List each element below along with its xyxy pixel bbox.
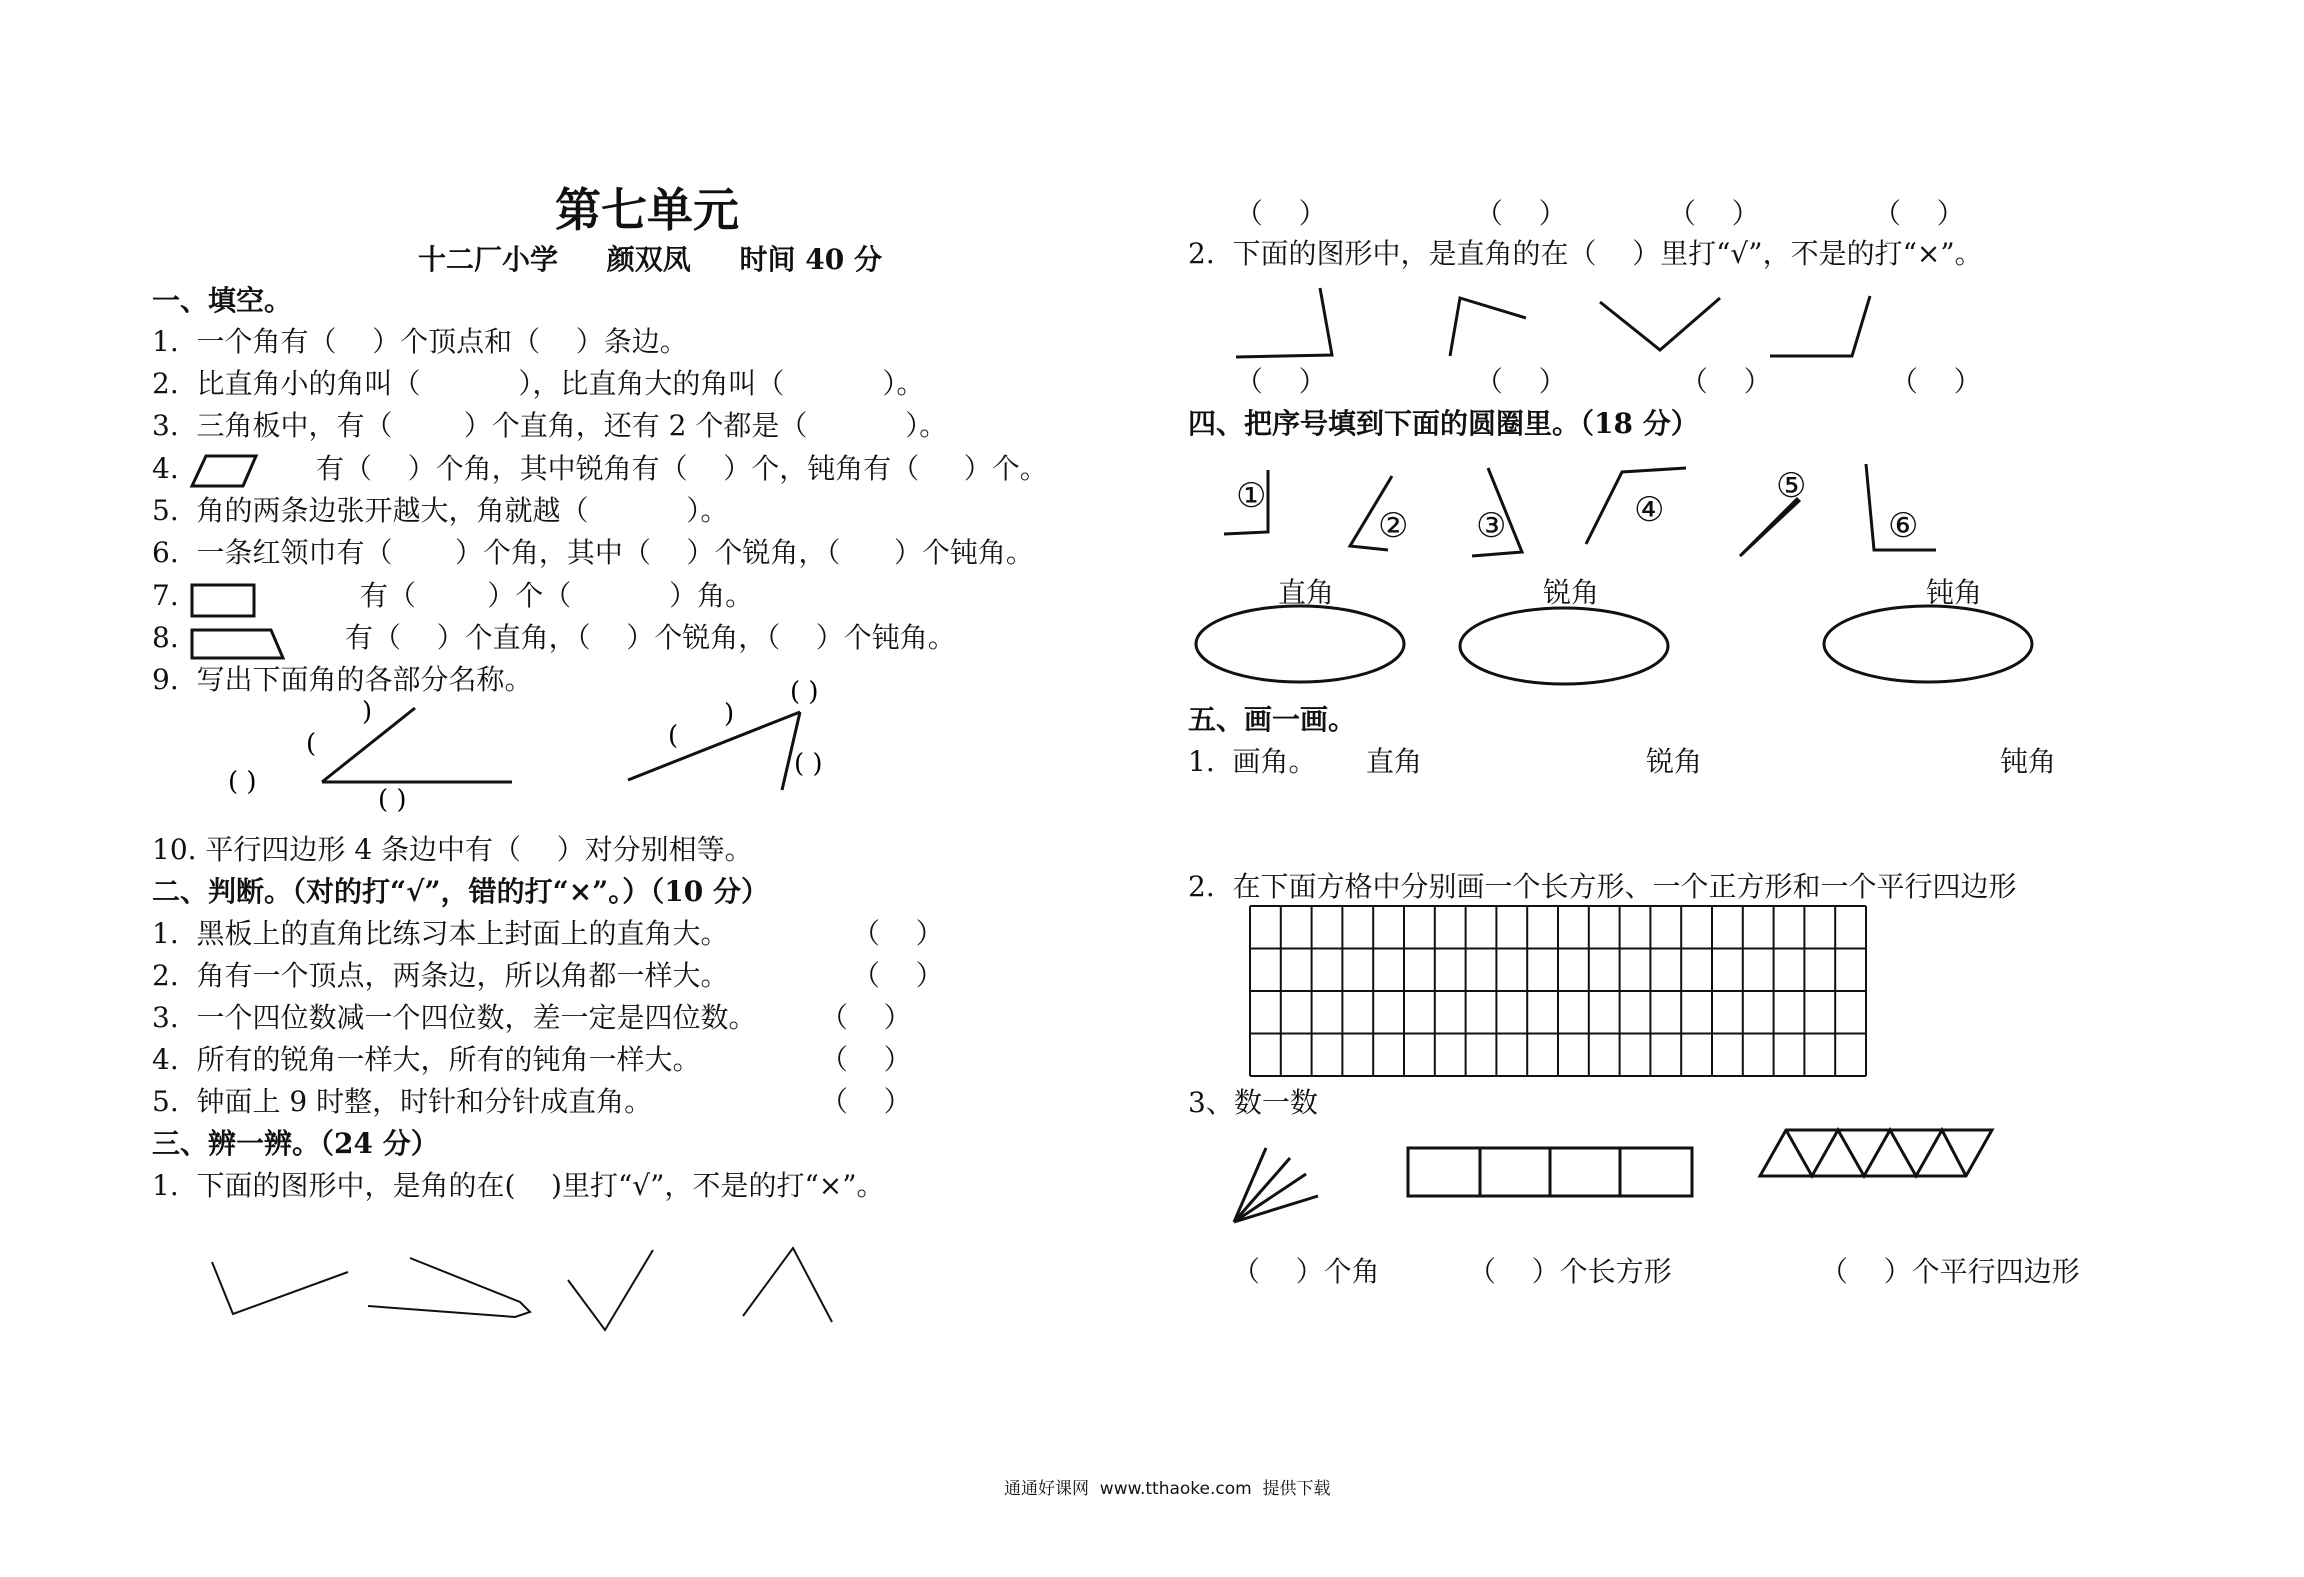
- num-1: ①: [1236, 476, 1267, 516]
- s1-q8: 有（ ）个直角，（ ）个锐角，（ ）个钝角。: [345, 621, 956, 654]
- page-title: 第七单元: [555, 183, 739, 237]
- s3-shape-1: [212, 1262, 348, 1314]
- count-label: 3、数一数: [1188, 1086, 1318, 1119]
- judge-paren-1: （ ）: [852, 917, 944, 950]
- s1-q8-number: 8.: [152, 621, 179, 654]
- s3-shape-4: [743, 1248, 832, 1322]
- judge-paren-2: （ ）: [852, 959, 944, 992]
- s1-q2: 2. 比直角小的角叫（ ），比直角大的角叫（ ）。: [152, 367, 925, 400]
- judge-item-3: 3. 一个四位数减一个四位数，差一定是四位数。: [152, 1001, 757, 1034]
- judge-item-1: 1. 黑板上的直角比练习本上封面上的直角大。: [152, 917, 729, 950]
- s3-shape-3: [568, 1250, 653, 1330]
- right-paren-bottom-1: （ ）: [1235, 365, 1327, 398]
- right-angle-candidate-2: [1450, 298, 1526, 356]
- angle-diagram-2: [628, 677, 823, 790]
- draw-obtuse-angle: 钝角: [2000, 745, 2057, 778]
- judge-item-4: 4. 所有的锐角一样大，所有的钝角一样大。: [152, 1043, 701, 1076]
- right-angle-candidate-4: [1770, 296, 1870, 356]
- judge-paren-4: （ ）: [820, 1043, 912, 1076]
- ellipse-right-angle: [1196, 606, 1404, 682]
- svg-text:): ): [724, 699, 735, 729]
- s5-q2: 2. 在下面方格中分别画一个长方形、一个正方形和一个平行四边形: [1188, 870, 2017, 903]
- parallelogram-figure: [192, 456, 256, 486]
- s3-q1: 1. 下面的图形中，是角的在( )里打“√”，不是的打“×”。: [152, 1169, 885, 1202]
- draw-acute-angle: 锐角: [1646, 745, 1703, 778]
- angle-shape-2: [1350, 476, 1392, 550]
- count-answer-parallelograms: （ ）个平行四边形: [1820, 1255, 2080, 1288]
- svg-text:): ): [362, 697, 373, 727]
- svg-text:( ): ( ): [378, 785, 407, 815]
- label-right-angle: 直角: [1278, 576, 1335, 609]
- num-5: ⑤: [1776, 466, 1807, 506]
- draw-right-angle: 直角: [1366, 745, 1423, 778]
- right-paren-bottom-4: （ ）: [1890, 365, 1982, 398]
- count-answer-angles: （ ）个角: [1232, 1255, 1380, 1288]
- section-5-heading: 五、画一画。: [1188, 703, 1357, 736]
- s1-q9: 9. 写出下面角的各部分名称。: [152, 663, 533, 696]
- svg-text:(: (: [668, 721, 679, 751]
- fan-of-angles: [1234, 1148, 1318, 1222]
- right-angle-candidate-3: [1600, 298, 1720, 350]
- page-subtitle: 十二厂小学 颜双凤 时间 40 分: [418, 243, 882, 276]
- s1-q5: 5. 角的两条边张开越大，角就越（ ）。: [152, 494, 729, 527]
- s1-q1: 1. 一个角有（ ）个顶点和（ ）条边。: [152, 325, 688, 358]
- judge-item-2: 2. 角有一个顶点，两条边，所以角都一样大。: [152, 959, 729, 992]
- svg-text:( ): ( ): [790, 677, 819, 707]
- num-4: ④: [1634, 490, 1665, 530]
- s1-q4: 有（ ）个角，其中锐角有（ ）个，钝角有（ ）个。: [316, 452, 1048, 485]
- row-of-rectangles: [1408, 1148, 1692, 1196]
- svg-text:( ): ( ): [228, 767, 257, 797]
- angle-diagram-1: [228, 697, 512, 815]
- section-1-heading: 一、填空。: [152, 284, 293, 317]
- angle-shape-1: [1224, 470, 1268, 534]
- ellipse-acute-angle: [1460, 608, 1668, 684]
- right-paren-top-1: （ ）: [1235, 197, 1327, 230]
- right-q2: 2. 下面的图形中，是直角的在（ ）里打“√”，不是的打“×”。: [1188, 237, 1983, 270]
- footer-credit: 通通好课网 www.tthaoke.com 提供下载: [1004, 1479, 1331, 1499]
- s1-q6: 6. 一条红领巾有（ ）个角，其中（ ）个锐角，（ ）个钝角。: [152, 536, 1034, 569]
- section-3-heading: 三、辨一辨。（24 分）: [152, 1127, 439, 1160]
- svg-text:( ): ( ): [794, 749, 823, 779]
- count-answer-rectangles: （ ）个长方形: [1468, 1255, 1672, 1288]
- right-angle-candidate-1: [1236, 288, 1332, 357]
- angle-shape-3: [1472, 468, 1522, 556]
- triangle-strip: [1760, 1130, 1992, 1176]
- section-4-heading: 四、把序号填到下面的圆圈里。（18 分）: [1188, 407, 1699, 440]
- s5-q1: 1. 画角。: [1188, 745, 1317, 778]
- ellipse-obtuse-angle: [1824, 606, 2032, 682]
- right-paren-top-3: （ ）: [1668, 197, 1760, 230]
- angle-shape-5: [1740, 498, 1800, 556]
- label-obtuse-angle: 钝角: [1926, 576, 1983, 609]
- svg-text:(: (: [306, 729, 317, 759]
- label-acute-angle: 锐角: [1543, 576, 1600, 609]
- s1-q10: 10. 平行四边形 4 条边中有（ ）对分别相等。: [152, 833, 753, 866]
- num-2: ②: [1378, 506, 1409, 546]
- judge-paren-3: （ ）: [820, 1001, 912, 1034]
- drawing-grid: [1250, 906, 1866, 1076]
- angle-shape-6: [1866, 464, 1936, 550]
- right-paren-top-2: （ ）: [1475, 197, 1567, 230]
- s3-shape-2: [368, 1258, 530, 1317]
- s1-q7: 有（ ）个（ ）角。: [360, 579, 754, 612]
- s1-q7-number: 7.: [152, 579, 179, 612]
- num-6: ⑥: [1888, 506, 1919, 546]
- judge-item-5: 5. 钟面上 9 时整，时针和分针成直角。: [152, 1085, 653, 1118]
- s1-q3: 3. 三角板中，有（ ）个直角，还有 2 个都是（ ）。: [152, 409, 948, 442]
- section-2-heading: 二、判断。（对的打“√”，错的打“×”。）（10 分）: [152, 875, 770, 908]
- trapezoid-figure: [192, 630, 283, 658]
- right-paren-top-4: （ ）: [1873, 197, 1965, 230]
- angle-shape-4: [1586, 468, 1686, 544]
- s1-q4-number: 4.: [152, 452, 179, 485]
- right-paren-bottom-3: （ ）: [1680, 365, 1772, 398]
- num-3: ③: [1476, 506, 1507, 546]
- rectangle-figure: [192, 585, 254, 616]
- judge-paren-5: （ ）: [820, 1085, 912, 1118]
- right-paren-bottom-2: （ ）: [1475, 365, 1567, 398]
